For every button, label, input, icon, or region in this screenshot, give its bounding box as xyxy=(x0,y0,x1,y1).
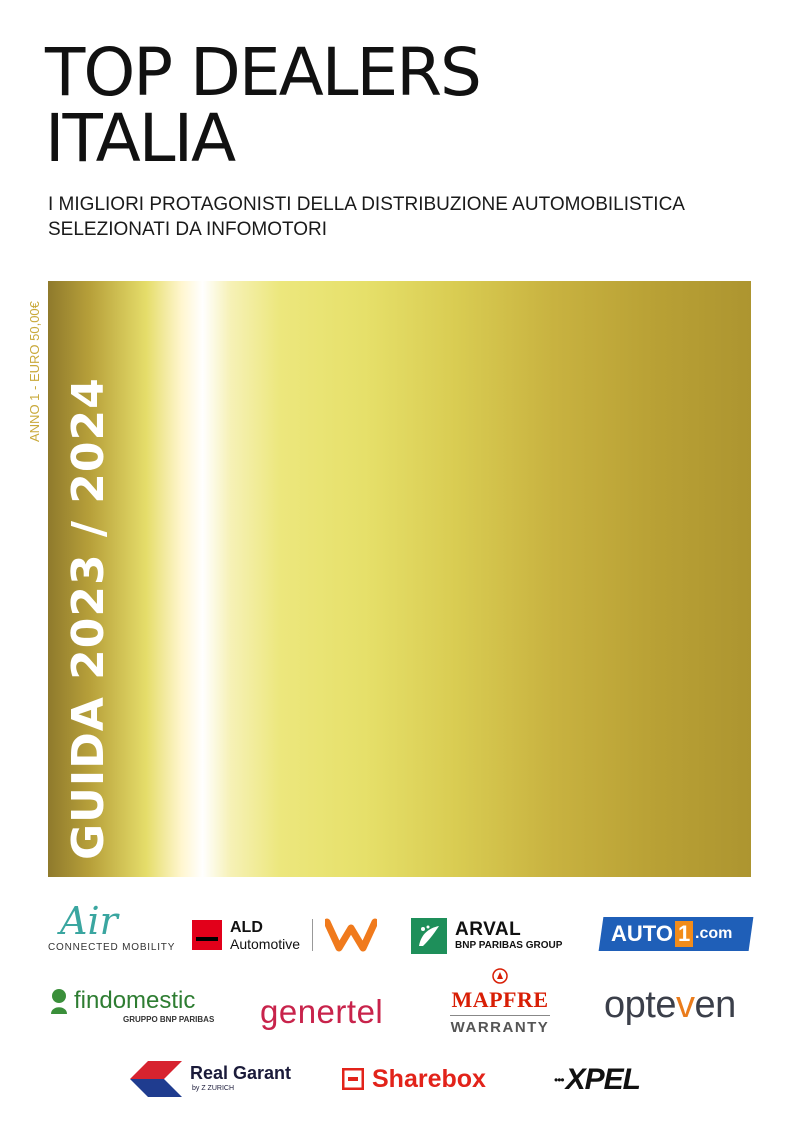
title-line: TOP DEALERS xyxy=(45,34,480,111)
logo-xpel xyxy=(554,1064,640,1096)
arval-name: ARVAL xyxy=(455,919,522,940)
arval-names xyxy=(455,920,562,952)
gold-panel xyxy=(48,281,751,877)
logo-ald-automotive xyxy=(192,915,377,955)
genertel-name: genertel xyxy=(260,993,384,1030)
sharebox-name: Sharebox xyxy=(372,1065,486,1093)
ald-separator xyxy=(312,919,313,951)
air-wordmark: Air xyxy=(60,899,118,943)
cover-subtitle xyxy=(48,192,685,242)
findomestic-row xyxy=(48,987,195,1015)
mapfre-sub: WARRANTY xyxy=(450,1019,550,1036)
opteven-name: opteven xyxy=(604,984,736,1026)
ald-name: ALD xyxy=(230,918,263,936)
guide-label: GUIDA 2023 / 2024 xyxy=(63,377,114,860)
subtitle-line: I MIGLIORI PROTAGONISTI DELLA DISTRIBUZIONE AUTOMOBILISTICA xyxy=(48,194,685,215)
logo-findomestic xyxy=(48,987,214,1032)
subtitle-line: SELEZIONATI DA INFOMOTORI xyxy=(48,219,328,240)
realgarant-mark-icon xyxy=(128,1057,184,1101)
cover-title xyxy=(45,34,480,177)
auto1-number: 1 xyxy=(675,921,693,947)
xpel-dots: ••• xyxy=(554,1073,564,1087)
auto1-word: AUTO 1 xyxy=(611,921,695,947)
realgarant-name: Real Garant xyxy=(190,1063,292,1083)
realgarant-by: by Z ZURICH xyxy=(192,1085,234,1092)
leaseplan-icon xyxy=(325,918,377,952)
logo-genertel xyxy=(260,990,383,1034)
xpel-name: XPEL xyxy=(565,1063,640,1096)
logo-real-garant xyxy=(128,1057,291,1101)
findomestic-name: findomestic xyxy=(74,987,196,1014)
mapfre-divider xyxy=(450,1015,550,1016)
ald-subname: Automotive xyxy=(230,935,301,952)
ald-names xyxy=(230,919,300,952)
arval-leaf-icon xyxy=(411,918,447,954)
mapfre-crest-icon xyxy=(492,968,508,984)
logo-opteven xyxy=(604,983,736,1027)
findomestic-group: GRUPPO BNP PARIBAS xyxy=(123,1015,215,1024)
sharebox-icon xyxy=(342,1068,364,1090)
auto1-bar xyxy=(599,917,754,951)
title-line: ITALIA xyxy=(45,100,235,177)
mapfre-name: MAPFRE xyxy=(451,987,549,1012)
findomestic-figure-icon xyxy=(48,988,70,1014)
realgarant-names xyxy=(190,1063,291,1095)
logo-sharebox xyxy=(342,1064,486,1094)
logo-arval xyxy=(411,916,562,956)
logo-auto1 xyxy=(601,916,751,952)
air-tagline: CONNECTED MOBILITY xyxy=(48,942,176,953)
arval-group: BNP PARIBAS GROUP xyxy=(455,940,563,951)
logo-mapfre-warranty xyxy=(444,968,556,1040)
logo-air xyxy=(48,899,176,965)
edition-label: ANNO 1 - EURO 50,00€ xyxy=(27,301,42,442)
ald-square-icon xyxy=(192,920,222,950)
auto1-suffix: .com xyxy=(695,925,733,942)
